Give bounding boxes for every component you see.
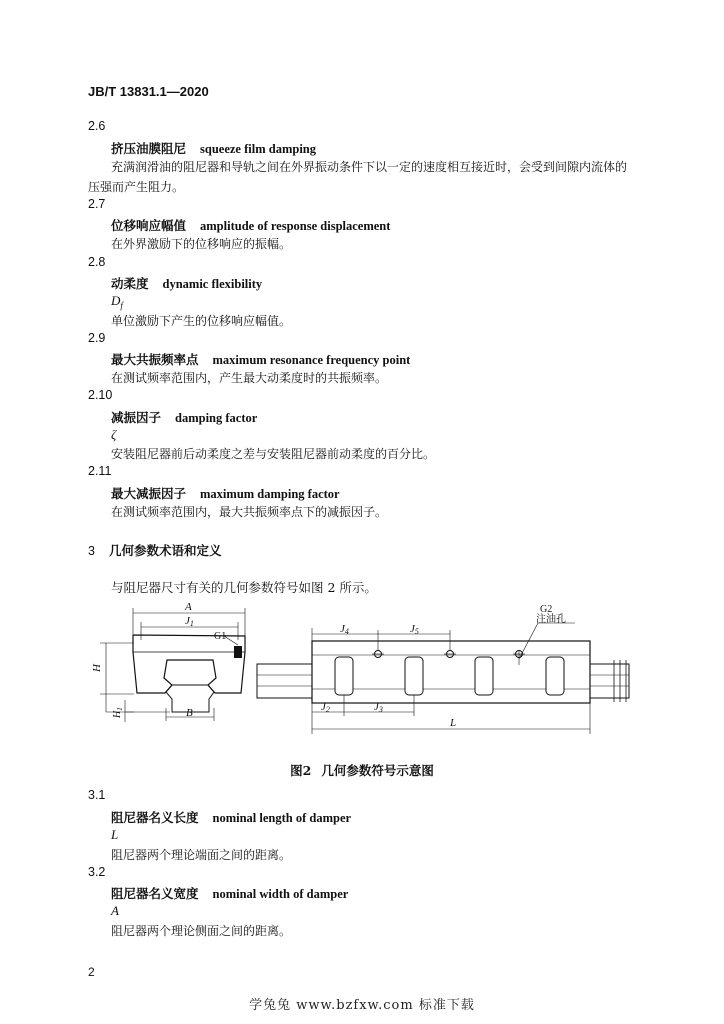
clause-number: 2.9	[88, 331, 106, 345]
figure-caption: 图2 几何参数符号示意图	[290, 763, 434, 778]
term-zh: 阻尼器名义长度	[111, 810, 199, 825]
term-zh: 动柔度	[111, 276, 149, 291]
dim-label-J1: J1	[185, 615, 194, 628]
clause-number: 2.11	[88, 464, 112, 478]
geometry-figure	[0, 596, 724, 746]
term-zh: 位移响应幅值	[111, 218, 187, 233]
term-definition: 在外界激励下的位移响应的振幅。	[111, 237, 292, 251]
term-definition: 充满润滑油的阻尼器和导轨之间在外界振动条件下以一定的速度相互接近时，会受到间隙内流体的	[111, 160, 628, 174]
term-symbol: A	[111, 903, 119, 918]
footer-watermark[interactable]: 学兔兔 www.bzfxw.com 标准下载	[249, 998, 475, 1013]
clause-number: 2.7	[88, 197, 106, 211]
clause-number: 2.6	[88, 119, 106, 133]
term-en: damping factor	[175, 411, 258, 425]
term-definition: 在测试频率范围内，最大共振频率点下的减振因子。	[111, 505, 388, 519]
section-heading: 3 几何参数术语和定义	[88, 543, 222, 558]
port-label-G1: G1	[214, 631, 227, 642]
dim-label-J2: J2	[321, 701, 330, 714]
dim-label-J3: J3	[374, 701, 383, 714]
term-definition: 在测试频率范围内，产生最大动柔度时的共振频率。	[111, 371, 388, 385]
dim-label-A: A	[185, 601, 192, 613]
term-heading	[111, 408, 257, 426]
term-definition-continued: 压强而产生阻力。	[88, 180, 185, 194]
term-en: nominal width of damper	[212, 887, 349, 901]
dim-label-J5: J5	[410, 623, 419, 636]
clause-number: 2.8	[88, 255, 106, 269]
term-zh: 最大减振因子	[111, 486, 187, 501]
dim-label-H1: $H_1$	[112, 707, 124, 718]
term-heading	[111, 139, 316, 157]
term-zh: 挤压油膜阻尼	[111, 141, 187, 156]
dim-label-B: B	[186, 707, 193, 719]
term-en: maximum resonance frequency point	[212, 353, 411, 367]
term-zh: 阻尼器名义宽度	[111, 886, 199, 901]
term-zh: 减振因子	[111, 410, 162, 425]
term-heading	[111, 884, 348, 902]
term-heading	[111, 484, 340, 502]
term-en: squeeze film damping	[200, 142, 316, 156]
standard-id: JB/T 13831.1—2020	[88, 84, 209, 99]
term-en: nominal length of damper	[212, 811, 352, 825]
term-heading	[111, 808, 351, 826]
term-heading	[111, 274, 262, 292]
term-zh: 最大共振频率点	[111, 352, 199, 367]
term-definition: 阻尼器两个理论端面之间的距离。	[111, 848, 292, 862]
clause-number: 2.10	[88, 388, 113, 402]
page-number: 2	[88, 965, 95, 979]
term-heading	[111, 350, 410, 368]
term-en: maximum damping factor	[200, 487, 340, 501]
clause-number: 3.1	[88, 788, 106, 802]
term-symbol: ζ	[111, 427, 117, 442]
term-heading	[111, 216, 390, 234]
term-symbol: L	[111, 827, 119, 842]
term-en: dynamic flexibility	[162, 277, 263, 291]
dim-label-J4: J4	[340, 623, 349, 636]
dim-label-L: L	[450, 717, 457, 729]
port-label-G2: G2	[540, 604, 553, 615]
clause-number: 3.2	[88, 865, 106, 879]
section-intro: 与阻尼器尺寸有关的几何参数符号如图 2 所示。	[111, 580, 377, 595]
oil-hole-note: 注油孔	[536, 614, 566, 625]
term-en: amplitude of response displacement	[200, 219, 391, 233]
term-definition: 单位激励下产生的位移响应幅值。	[111, 314, 292, 328]
term-definition: 阻尼器两个理论侧面之间的距离。	[111, 924, 292, 938]
term-symbol: $D_f$	[111, 293, 123, 311]
dim-label-H: H	[91, 664, 103, 672]
term-definition: 安装阻尼器前后动柔度之差与安装阻尼器前动柔度的百分比。	[111, 447, 436, 461]
